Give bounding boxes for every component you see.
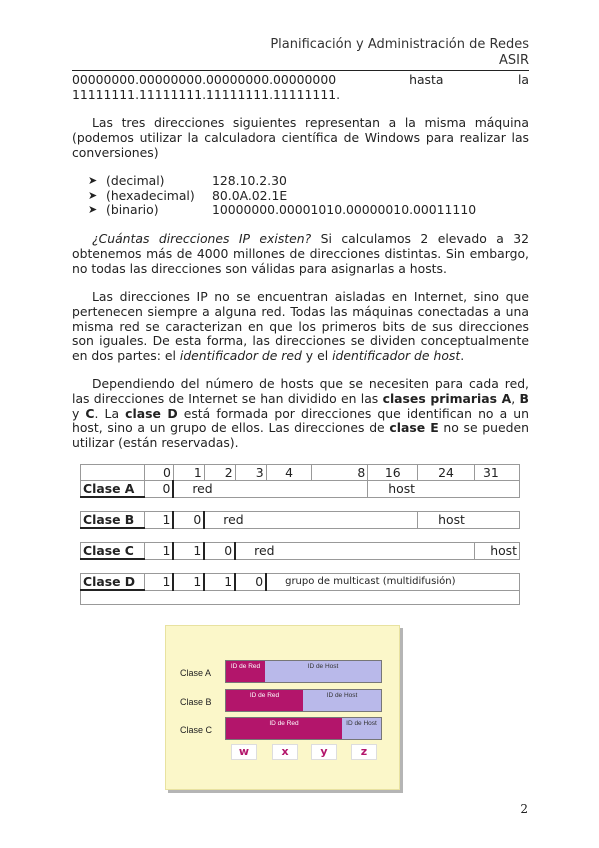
table-row: [81, 574, 520, 591]
bit-value: 0: [173, 512, 204, 529]
class-name: Clase D: [81, 574, 145, 591]
paragraph-direcciones-red: Las direcciones IP no se encuentran aisladas en Internet, sino que pertenecen siempre a alguna red. Todas las máquinas conectadas a una misma red se caracterizan en que los primeros bits de sus direcciones son iguales. De esta forma, las direcciones se dividen conceptualmente en dos partes: el identificador de red y el identificador de host.: [72, 289, 529, 364]
range-to: 11111111.11111111.11111111.11111111.: [72, 86, 341, 102]
figure-class-label: Clase A: [180, 668, 212, 678]
list-item-value: 80.0A.02.1E: [212, 187, 288, 203]
header-subtitle: ASIR: [498, 53, 529, 68]
class-b-bar: [225, 689, 382, 712]
arrow-bullet-icon: ➤: [88, 174, 98, 187]
table-row: [81, 543, 520, 560]
arrow-bullet-icon: ➤: [88, 203, 98, 217]
answer-text: Si calculamos 2 elevado a 32 obtenemos más de 4000 millones de direcciones distintas. Sin embargo, no todas las direcciones son válidas para asignarlas a hosts.: [72, 231, 529, 276]
bit-label: 1: [173, 465, 204, 481]
range-la: la: [517, 72, 529, 87]
term-identificador-host: identificador de host: [332, 348, 461, 364]
list-item: [88, 189, 476, 204]
bit-header-row: [81, 465, 520, 481]
byte-key-z: z: [351, 744, 377, 760]
figure-class-label: Clase C: [180, 725, 213, 735]
bit-label: 8: [312, 465, 368, 481]
table-row: [81, 481, 520, 498]
bit-value: 1: [204, 574, 235, 591]
bit-value: 0: [144, 481, 173, 498]
bit-label: 31: [474, 465, 519, 481]
bit-value: 1: [144, 574, 173, 591]
class-name: Clase B: [81, 512, 145, 529]
range-from: 00000000.00000000.00000000.00000000: [72, 72, 337, 87]
list-item-label: (binario): [106, 202, 159, 218]
bit-value: 1: [144, 543, 173, 560]
host-field: host: [368, 481, 520, 498]
multicast-field: grupo de multicast (multidifusión): [266, 574, 519, 591]
ip-class-table: [80, 464, 520, 605]
bit-value: 1: [173, 574, 204, 591]
paragraph-clases: Dependiendo del número de hosts que se necesiten para cada red, las direcciones de Internet se han dividido en las clases primarias A, B y C. La clase D está formada por direcciones que identifican no a un host, sino a un grupo de ellos. Las direcciones de clase E no se pueden utilizar (están reservadas).: [72, 376, 529, 451]
header-title: Planificación y Administración de Redes: [270, 37, 529, 52]
paragraph-tres-direcciones: Las tres direcciones siguientes representan a la misma máquina (podemos utilizar la calculadora científica de Windows para realizar las conversiones): [72, 115, 529, 160]
range-hasta: hasta: [409, 72, 444, 87]
list-item: [88, 203, 476, 218]
figure-class-label: Clase B: [180, 697, 212, 707]
class-name: Clase A: [81, 481, 145, 498]
bit-value: 1: [173, 543, 204, 560]
list-item-label: (decimal): [106, 173, 165, 188]
page-number: 2: [520, 802, 528, 816]
list-item-value: 128.10.2.30: [212, 173, 287, 188]
question-text: ¿Cuántas direcciones IP existen?: [92, 231, 312, 246]
term-identificador-red: identificador de red: [179, 348, 302, 364]
list-item-label: (hexadecimal): [106, 187, 195, 203]
bit-value: 1: [144, 512, 173, 529]
byte-key-w: w: [231, 744, 257, 760]
paragraph-cuantas: [72, 232, 529, 276]
host-id-segment: ID de Host: [265, 661, 381, 682]
host-id-segment: ID de Host: [342, 718, 381, 739]
bit-value: 0: [235, 574, 266, 591]
red-field: red: [204, 512, 417, 529]
bit-label: 0: [144, 465, 173, 481]
header-rule: [72, 70, 529, 71]
red-field: red: [235, 543, 474, 560]
bit-label: 2: [204, 465, 235, 481]
byte-key-y: y: [311, 744, 337, 760]
bit-value: 0: [204, 543, 235, 560]
class-name: Clase C: [81, 543, 145, 560]
arrow-bullet-icon: ➤: [88, 188, 98, 202]
conversion-list: [88, 174, 476, 218]
net-id-segment: ID de Red: [226, 690, 303, 711]
ip-class-figure: [165, 625, 400, 790]
bit-label: 24: [418, 465, 475, 481]
bit-label: 4: [266, 465, 312, 481]
byte-key-x: x: [272, 744, 298, 760]
class-a-bar: [225, 660, 382, 683]
host-id-segment: ID de Host: [303, 690, 381, 711]
class-c-bar: [225, 717, 382, 740]
host-field: host: [474, 543, 519, 560]
host-field: host: [418, 512, 520, 529]
bit-label: 3: [235, 465, 266, 481]
range-block: [72, 73, 529, 103]
red-field: red: [173, 481, 367, 498]
table-row: [81, 512, 520, 529]
list-item: [88, 174, 476, 189]
bit-label: 16: [368, 465, 418, 481]
list-item-value: 10000000.00001010.00000010.00011110: [212, 202, 477, 218]
net-id-segment: ID de Red: [226, 718, 342, 739]
net-id-segment: ID de Red: [226, 661, 265, 682]
